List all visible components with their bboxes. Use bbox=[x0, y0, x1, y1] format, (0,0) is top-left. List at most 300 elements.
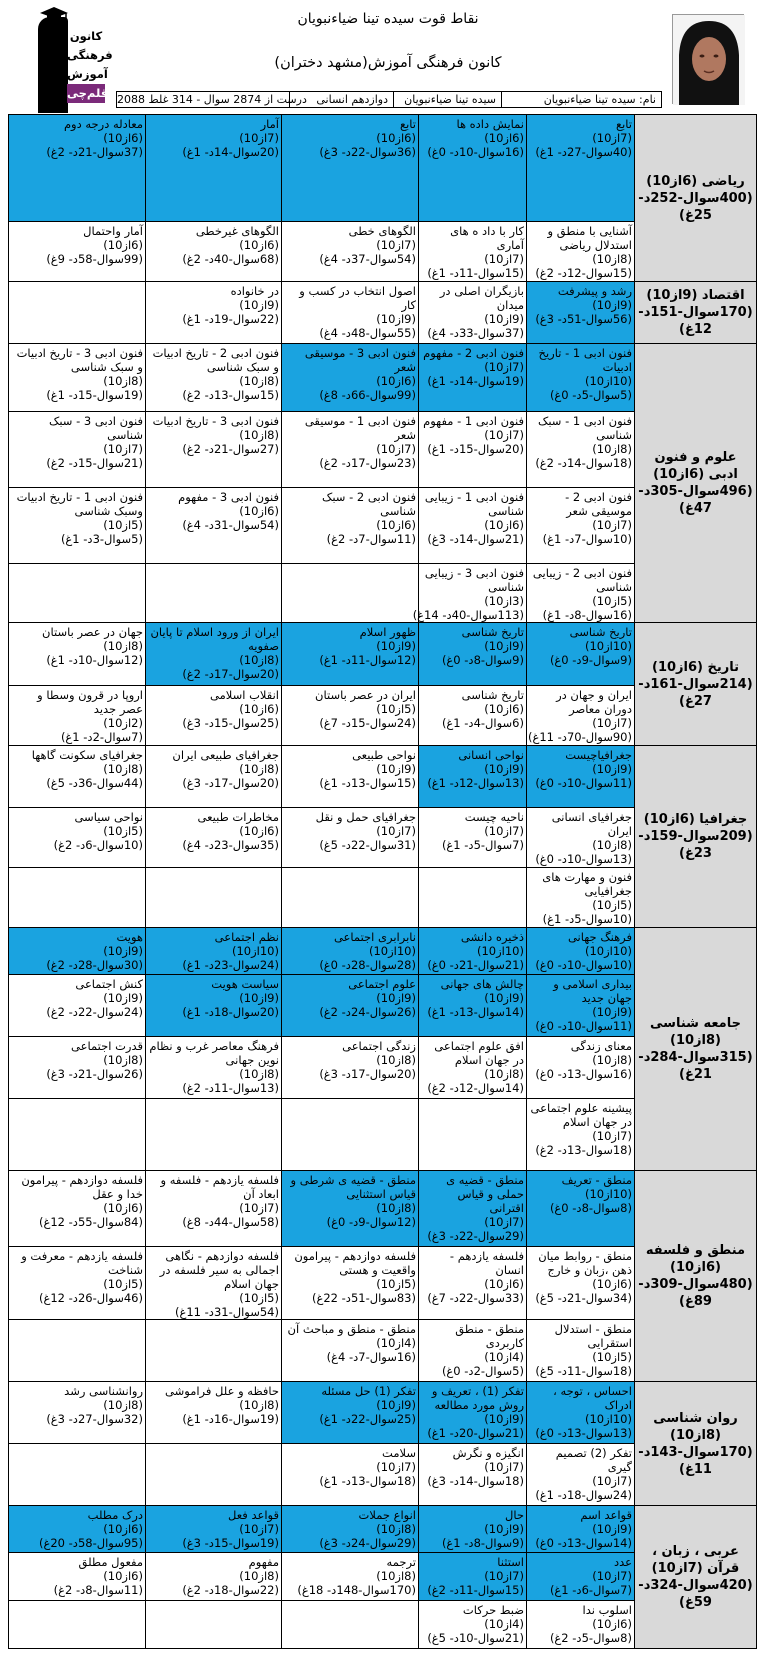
topic-name: نواحی انسانی bbox=[458, 748, 524, 762]
topic-name: هویت bbox=[116, 930, 143, 944]
topic-name: فنون ادبی 3 - مفهوم bbox=[178, 490, 279, 504]
table-row bbox=[9, 1382, 757, 1444]
topic-stats: (12سوال-11د- 1غ) bbox=[319, 653, 416, 667]
topic-stats: (15سوال-13د- 2غ) bbox=[182, 388, 279, 402]
empty-cell bbox=[9, 868, 146, 928]
grade-field: دوازدهم انسانی bbox=[289, 92, 393, 107]
topic-cell bbox=[527, 1601, 635, 1649]
topic-cell bbox=[419, 1037, 527, 1099]
student-name-short: سیده تینا ضیاءنبویان bbox=[393, 92, 501, 107]
topic-cell bbox=[9, 488, 146, 564]
topic-score: (10از10) bbox=[584, 1412, 632, 1426]
topic-cell bbox=[146, 488, 282, 564]
topic-name: منطق - قضیه ی شرطی و قیاس استثنایی bbox=[290, 1173, 416, 1201]
topic-name: منطق - منطق کاربردی bbox=[455, 1322, 524, 1350]
topic-score: (7از10) bbox=[376, 442, 416, 456]
subject-name: جغرافیا (6از10) bbox=[643, 812, 748, 827]
topic-score: (7از10) bbox=[592, 1569, 632, 1583]
topic-name: فنون ادبی 3 - تاریخ ادبیات bbox=[152, 414, 279, 428]
topic-cell bbox=[9, 746, 146, 808]
topic-score: (9از10) bbox=[484, 639, 524, 653]
topic-stats: (19سوال-15د- 3غ) bbox=[182, 1536, 279, 1550]
topic-score: (5از10) bbox=[239, 1291, 279, 1305]
topic-stats: (21سوال-20د- 1غ) bbox=[427, 1426, 524, 1440]
subject-stats: (420سوال-324د-59غ) bbox=[638, 1578, 753, 1610]
topic-stats: (18سوال-14د- 3غ) bbox=[427, 1474, 524, 1488]
topic-score: (8از10) bbox=[103, 639, 143, 653]
topic-cell bbox=[282, 115, 419, 222]
topic-stats: (32سوال-27د- 3غ) bbox=[46, 1412, 143, 1426]
subject-name: تاریخ (6از10) bbox=[651, 659, 739, 675]
topic-stats: (56سوال-51د- 3غ) bbox=[535, 312, 632, 326]
topic-score: (9از10) bbox=[376, 762, 416, 776]
topic-name: الگوهای غیرخطی bbox=[195, 224, 279, 238]
topic-name: اسلوب ندا bbox=[582, 1603, 632, 1617]
topic-cell bbox=[527, 808, 635, 868]
topic-name: فرهنگ جهانی bbox=[567, 930, 632, 944]
topic-cell bbox=[146, 975, 282, 1037]
subject-stats: (400سوال-252د-25غ) bbox=[638, 190, 753, 223]
topic-name: فرهنگ معاصر غرب و نظام نوین جهانی bbox=[149, 1039, 279, 1067]
topic-cell bbox=[527, 1320, 635, 1382]
topic-stats: (22سوال-19د- 1غ) bbox=[182, 312, 279, 326]
topic-stats: (9سوال-9د- 0غ) bbox=[549, 653, 632, 667]
topic-name: تابع bbox=[615, 117, 632, 131]
topic-name: علوم اجتماعی bbox=[348, 977, 416, 991]
topic-score: (2از10) bbox=[103, 716, 143, 730]
topic-stats: (113سوال-40د- 14غ) bbox=[412, 608, 524, 622]
topic-stats: (12سوال-9د- 0غ) bbox=[326, 1215, 416, 1229]
topic-score: (7از10) bbox=[484, 428, 524, 442]
topic-cell bbox=[9, 115, 146, 222]
topic-stats: (21سوال-10د- 5غ) bbox=[427, 1631, 524, 1645]
topic-name: ضبط حرکات bbox=[462, 1603, 524, 1617]
topic-score: (7از10) bbox=[484, 1215, 524, 1229]
topic-name: فنون ادبی 2 - مفهوم bbox=[423, 346, 524, 360]
topic-cell bbox=[9, 1037, 146, 1099]
topic-score: (9از10) bbox=[376, 1398, 416, 1412]
topic-cell bbox=[146, 282, 282, 344]
topic-cell bbox=[9, 1247, 146, 1320]
topic-score: (8از10) bbox=[239, 1398, 279, 1412]
topic-cell bbox=[527, 1171, 635, 1247]
topic-score: (9از10) bbox=[484, 312, 524, 326]
topic-score: (6از10) bbox=[484, 518, 524, 532]
topic-stats: (20سوال-17د- 2غ) bbox=[182, 667, 279, 681]
topic-name: فلسفه دوازدهم - پیرامون واقعیت و هستی bbox=[294, 1249, 416, 1277]
topic-score: (7از10) bbox=[484, 1460, 524, 1474]
topic-name: مفعول مطلق bbox=[78, 1555, 143, 1569]
topic-cell bbox=[419, 1601, 527, 1649]
topic-cell bbox=[146, 344, 282, 412]
table-row bbox=[9, 282, 757, 344]
topic-stats: (14سوال-13د- 1غ) bbox=[427, 1005, 524, 1019]
subject-name: اقتصاد (9از10) bbox=[646, 288, 745, 303]
subject-stats: (170سوال-143د-11غ) bbox=[638, 1444, 753, 1477]
topic-stats: (5سوال-3د- 1غ) bbox=[60, 532, 143, 546]
topic-stats: (25سوال-22د- 1غ) bbox=[319, 1412, 416, 1426]
topic-stats: (10سوال-7د- 1غ) bbox=[542, 532, 632, 546]
subject-stats: (480سوال-309د-89غ) bbox=[638, 1277, 753, 1309]
topic-score: (7از10) bbox=[484, 360, 524, 374]
topic-cell bbox=[282, 623, 419, 686]
topic-score: (10از10) bbox=[584, 374, 632, 388]
topic-score: (6از10) bbox=[103, 131, 143, 145]
topic-name: فنون ادبی 2 - موسیقی شعر bbox=[565, 490, 632, 518]
topic-score: (6از10) bbox=[239, 504, 279, 518]
topic-cell bbox=[282, 488, 419, 564]
topic-name: سیاست هویت bbox=[211, 977, 279, 991]
topic-score: (8از10) bbox=[592, 1053, 632, 1067]
topic-score: (7از10) bbox=[592, 1129, 632, 1143]
empty-cell bbox=[282, 1099, 419, 1171]
topic-name: ایران در عصر باستان bbox=[315, 688, 416, 702]
topic-cell bbox=[282, 282, 419, 344]
topic-name: ذخیره دانشی bbox=[460, 930, 524, 944]
topic-name: فنون ادبی 1 - تاریخ ادبیات وسبک شناسی bbox=[16, 490, 143, 518]
topic-score: (5از10) bbox=[592, 594, 632, 608]
topic-stats: (15سوال-13د- 1غ) bbox=[319, 776, 416, 790]
topic-stats: (16سوال-8د- 1غ) bbox=[542, 608, 632, 622]
topic-score: (9از10) bbox=[592, 298, 632, 312]
topic-name: فنون ادبی 2 - سبک شناسی bbox=[322, 490, 416, 518]
topic-cell bbox=[527, 1037, 635, 1099]
topic-cell bbox=[282, 344, 419, 412]
topic-cell bbox=[9, 412, 146, 488]
topic-name: تفکر (1) ، تعریف و روش مورد مطالعه bbox=[431, 1384, 524, 1412]
topic-name: بازیگران اصلی در میدان bbox=[439, 284, 524, 312]
topic-name: پیشینه علوم اجتماعی در جهان اسلام bbox=[530, 1101, 632, 1129]
topic-score: (7از10) bbox=[484, 824, 524, 838]
topic-name: منطق - منطق و مباحث آن bbox=[287, 1322, 416, 1336]
topic-cell bbox=[419, 222, 527, 282]
topic-name: استثنا bbox=[497, 1555, 524, 1569]
empty-cell bbox=[146, 868, 282, 928]
topic-score: (8از10) bbox=[239, 762, 279, 776]
logo-line: فرهنگی bbox=[67, 48, 113, 62]
topic-stats: (58سوال-44د- 8غ) bbox=[182, 1215, 279, 1229]
topic-name: ظهور اسلام bbox=[359, 625, 416, 639]
table-row bbox=[9, 115, 757, 222]
empty-cell bbox=[9, 282, 146, 344]
topic-stats: (18سوال-11د- 5غ) bbox=[535, 1364, 632, 1378]
topic-stats: (18سوال-13د- 1غ) bbox=[319, 1474, 416, 1488]
topic-stats: (29سوال-22د- 3غ) bbox=[427, 1229, 524, 1243]
topic-stats: (25سوال-15د- 3غ) bbox=[182, 716, 279, 730]
topic-cell bbox=[146, 686, 282, 746]
topic-score: (7از10) bbox=[592, 716, 632, 730]
topic-name: کنش اجتماعی bbox=[75, 977, 143, 991]
topic-cell bbox=[282, 928, 419, 975]
topic-cell bbox=[419, 928, 527, 975]
subject-cell bbox=[635, 344, 757, 623]
topic-cell bbox=[282, 1444, 419, 1506]
topic-name: درک مطلب bbox=[87, 1508, 143, 1522]
topic-name: جغرافیای انسانی ایران bbox=[551, 810, 632, 838]
topic-stats: (55سوال-48د- 4غ) bbox=[319, 326, 416, 340]
topic-score: (10از10) bbox=[584, 944, 632, 958]
topic-score: (9از10) bbox=[484, 1522, 524, 1536]
topic-score: (8از10) bbox=[376, 1522, 416, 1536]
topic-score: (8از10) bbox=[239, 428, 279, 442]
topic-cell bbox=[527, 115, 635, 222]
empty-cell bbox=[9, 1320, 146, 1382]
topic-cell bbox=[419, 623, 527, 686]
topic-cell bbox=[527, 975, 635, 1037]
topic-name: آمار واحتمال bbox=[83, 224, 143, 238]
topic-cell bbox=[527, 686, 635, 746]
topic-cell bbox=[527, 1444, 635, 1506]
logo-figure bbox=[38, 17, 68, 113]
topic-name: جغرافیاچیست bbox=[565, 748, 632, 762]
topic-score: (8از10) bbox=[103, 374, 143, 388]
topic-stats: (11سوال-10د- 0غ) bbox=[535, 776, 632, 790]
topic-name: نواحی طبیعی bbox=[352, 748, 416, 762]
topic-name: انقلاب اسلامی bbox=[210, 688, 279, 702]
topic-score: (4از10) bbox=[484, 1617, 524, 1631]
topic-stats: (170سوال-148د- 18غ) bbox=[297, 1583, 416, 1597]
topic-name: نظم اجتماعی bbox=[214, 930, 279, 944]
report-title: نقاط قوت سیده تینا ضیاءنبویان bbox=[297, 11, 479, 27]
topic-cell bbox=[419, 975, 527, 1037]
topic-score: (5از10) bbox=[592, 1350, 632, 1364]
topic-score: (5از10) bbox=[103, 1277, 143, 1291]
empty-cell bbox=[146, 1320, 282, 1382]
institution-name: کانون فرهنگی آموزش(مشهد دختران) bbox=[274, 55, 502, 71]
topic-cell bbox=[9, 222, 146, 282]
topic-name: بیداری اسلامی و جهان جدید bbox=[553, 977, 632, 1005]
topic-name: فنون ادبی 1 - سبک شناسی bbox=[538, 414, 632, 442]
topic-stats: (11سوال-10د- 0غ) bbox=[535, 1019, 632, 1033]
topic-cell bbox=[527, 222, 635, 282]
topic-score: (8از10) bbox=[376, 1569, 416, 1583]
topic-score: (7از10) bbox=[376, 238, 416, 252]
topic-cell bbox=[412, 564, 527, 623]
topic-score: (9از10) bbox=[103, 991, 143, 1005]
subject-cell bbox=[635, 623, 757, 746]
topic-name: اصول انتخاب در کسب و کار bbox=[299, 284, 416, 312]
topic-stats: (21سوال-15د- 2غ) bbox=[46, 456, 143, 470]
topic-cell bbox=[527, 564, 635, 623]
topic-stats: (37سوال-21د- 2غ) bbox=[46, 145, 143, 159]
topic-cell bbox=[419, 115, 527, 222]
topic-stats: (8سوال-8د- 0غ) bbox=[549, 1201, 632, 1215]
topic-name: فنون و مهارت های جغرافیایی bbox=[542, 870, 632, 898]
topic-stats: (19سوال-14د- 1غ) bbox=[427, 374, 524, 388]
topic-stats: (30سوال-28د- 2غ) bbox=[46, 958, 143, 972]
topic-cell bbox=[419, 1506, 527, 1553]
topic-name: عدد bbox=[613, 1555, 632, 1569]
topic-score: (9از10) bbox=[103, 944, 143, 958]
empty-cell bbox=[146, 1444, 282, 1506]
topic-cell bbox=[282, 808, 419, 868]
topic-stats: (5سوال-2د- 0غ) bbox=[441, 1364, 524, 1378]
topic-score: (5از10) bbox=[592, 898, 632, 912]
topic-name: جغرافیای سکونت گاهها bbox=[31, 748, 143, 762]
topic-stats: (46سوال-26د- 12غ) bbox=[39, 1291, 143, 1305]
topic-name: در خانواده bbox=[230, 284, 279, 298]
topic-cell bbox=[9, 344, 146, 412]
topic-name: انگیزه و نگرش bbox=[452, 1446, 524, 1460]
topic-cell bbox=[419, 282, 527, 344]
topic-cell bbox=[527, 488, 635, 564]
topic-cell bbox=[419, 1320, 527, 1382]
topic-score: (5از10) bbox=[103, 518, 143, 532]
topic-stats: (95سوال-58د- 20غ) bbox=[39, 1536, 143, 1550]
topic-name: تابع bbox=[399, 117, 416, 131]
subject-cell bbox=[635, 1382, 757, 1506]
topic-stats: (31سوال-22د- 5غ) bbox=[319, 838, 416, 852]
topic-score: (8از10) bbox=[103, 762, 143, 776]
topic-cell bbox=[282, 1506, 419, 1553]
empty-cell bbox=[9, 1444, 146, 1506]
empty-cell bbox=[282, 1601, 419, 1649]
topic-stats: (20سوال-14د- 1غ) bbox=[182, 145, 279, 159]
topic-cell bbox=[282, 412, 419, 488]
topic-score: (5از10) bbox=[376, 702, 416, 716]
topic-score: (6از10) bbox=[103, 238, 143, 252]
topic-name: جغرافیای طبیعی ایران bbox=[172, 748, 279, 762]
topic-name: قدرت اجتماعی bbox=[71, 1039, 143, 1053]
topic-score: (8از10) bbox=[239, 1067, 279, 1081]
topic-cell bbox=[527, 412, 635, 488]
topic-score: (6از10) bbox=[592, 1277, 632, 1291]
topic-cell bbox=[419, 1171, 527, 1247]
topic-stats: (26سوال-24د- 2غ) bbox=[319, 1005, 416, 1019]
topic-stats: (16سوال-7د- 4غ) bbox=[326, 1350, 416, 1364]
table-row bbox=[9, 746, 757, 808]
summary-field: 2088 درست از 2874 سوال - 314 غلط bbox=[117, 93, 307, 106]
topic-cell bbox=[527, 344, 635, 412]
topic-cell bbox=[527, 1506, 635, 1553]
topic-cell bbox=[419, 1553, 527, 1601]
topic-score: (6از10) bbox=[239, 702, 279, 716]
topic-score: (6از10) bbox=[376, 518, 416, 532]
topic-stats: (15سوال-11د- 1غ) bbox=[427, 266, 524, 280]
topic-stats: (21سوال-14د- 3غ) bbox=[427, 532, 524, 546]
topic-stats: (90سوال-70د- 11غ) bbox=[528, 730, 632, 744]
topic-stats: (13سوال-13د- 0غ) bbox=[535, 1426, 632, 1440]
topic-name: نواحی سیاسی bbox=[74, 810, 143, 824]
topic-score: (9از10) bbox=[239, 298, 279, 312]
topic-name: تفکر (1) حل مسئله bbox=[321, 1384, 416, 1398]
topic-cell bbox=[282, 222, 419, 282]
topic-stats: (12سوال-10د- 1غ) bbox=[46, 653, 143, 667]
topic-name: جغرافیای حمل و نقل bbox=[315, 810, 416, 824]
empty-cell bbox=[419, 868, 527, 928]
topic-score: (8از10) bbox=[239, 653, 279, 667]
topic-cell bbox=[419, 1247, 527, 1320]
subject-cell bbox=[635, 115, 757, 282]
topic-name: فلسفه دوازدهم - نگاهی اجمالی به سیر فلسفه در جهان اسلام bbox=[159, 1249, 279, 1291]
topic-name: نمایش داده ها bbox=[456, 117, 524, 131]
topic-stats: (21سوال-21د- 0غ) bbox=[427, 958, 524, 972]
topic-score: (8از10) bbox=[239, 1569, 279, 1583]
topic-stats: (15سوال-12د- 2غ) bbox=[535, 266, 632, 280]
topic-name: تاریخ شناسی bbox=[569, 625, 632, 639]
topic-score: (9از10) bbox=[592, 762, 632, 776]
topic-score: (9از10) bbox=[484, 1412, 524, 1426]
subject-name: روان شناسی (8از10) bbox=[653, 1410, 738, 1443]
topic-stats: (22سوال-18د- 2غ) bbox=[182, 1583, 279, 1597]
topic-score: (6از10) bbox=[592, 1617, 632, 1631]
student-name: نام: سیده تینا ضیاءنبویان bbox=[501, 92, 661, 107]
topic-stats: (99سوال-58د- 9غ) bbox=[46, 252, 143, 266]
logo-text bbox=[67, 27, 113, 103]
topic-stats: (11سوال-8د- 2غ) bbox=[53, 1583, 143, 1597]
empty-cell bbox=[9, 1601, 146, 1649]
topic-score: (7از10) bbox=[239, 131, 279, 145]
topic-cell bbox=[282, 1382, 419, 1444]
topic-cell bbox=[282, 1320, 419, 1382]
topic-score: (9از10) bbox=[376, 639, 416, 653]
topic-cell bbox=[419, 344, 527, 412]
topic-name: فلسفه یازدهم - انسان bbox=[449, 1249, 524, 1277]
topic-cell bbox=[419, 412, 527, 488]
topic-score: (6از10) bbox=[103, 1569, 143, 1583]
topic-stats: (24سوال-15د- 7غ) bbox=[319, 716, 416, 730]
topic-cell bbox=[9, 975, 146, 1037]
topic-score: (9از10) bbox=[592, 1522, 632, 1536]
topic-stats: (10سوال-6د- 2غ) bbox=[53, 838, 143, 852]
topic-name: قواعد فعل bbox=[228, 1508, 279, 1522]
empty-cell bbox=[146, 1601, 282, 1649]
topic-stats: (24سوال-22د- 2غ) bbox=[46, 1005, 143, 1019]
subject-cell bbox=[635, 1506, 757, 1649]
subject-name: ریاضی (6از10) bbox=[646, 173, 745, 189]
student-info-bar bbox=[116, 91, 662, 108]
topic-cell bbox=[282, 975, 419, 1037]
topic-score: (9از10) bbox=[484, 991, 524, 1005]
topic-score: (8از10) bbox=[376, 1053, 416, 1067]
topic-stats: (54سوال-37د- 4غ) bbox=[319, 252, 416, 266]
topic-cell bbox=[282, 1037, 419, 1099]
topic-name: حال bbox=[505, 1508, 524, 1522]
topic-cell bbox=[419, 686, 527, 746]
topic-stats: (35سوال-23د- 4غ) bbox=[182, 838, 279, 852]
table-row bbox=[9, 344, 757, 412]
subject-stats: (496سوال-305د-47غ) bbox=[638, 484, 753, 516]
topic-stats: (44سوال-36د- 5غ) bbox=[46, 776, 143, 790]
topic-score: (7از10) bbox=[592, 518, 632, 532]
topic-cell bbox=[419, 808, 527, 868]
empty-cell bbox=[282, 868, 419, 928]
topic-stats: (84سوال-55د- 12غ) bbox=[39, 1215, 143, 1229]
topic-cell bbox=[146, 115, 282, 222]
topic-cell bbox=[282, 1171, 419, 1247]
topic-name: مفهوم bbox=[248, 1555, 279, 1569]
topic-name: رشد و پیشرفت bbox=[557, 284, 632, 298]
topic-name: روانشناسی رشد bbox=[64, 1384, 143, 1398]
topic-name: ایران و جهان در دوران معاصر bbox=[556, 688, 632, 716]
topic-name: مخاطرات طبیعی bbox=[197, 810, 279, 824]
table-row bbox=[9, 1506, 757, 1553]
topic-stats: (27سوال-21د- 2غ) bbox=[182, 442, 279, 456]
topic-name: افق علوم اجتماعی در جهان اسلام bbox=[434, 1039, 524, 1067]
topic-cell bbox=[9, 1382, 146, 1444]
topic-cell bbox=[9, 686, 146, 746]
topic-stats: (28سوال-28د- 0غ) bbox=[319, 958, 416, 972]
topic-cell bbox=[146, 412, 282, 488]
topic-name: تاریخ شناسی bbox=[461, 625, 524, 639]
logo-line: کانون bbox=[69, 29, 103, 43]
empty-cell bbox=[419, 1099, 527, 1171]
topic-cell bbox=[9, 808, 146, 868]
topic-score: (7از10) bbox=[484, 1569, 524, 1583]
topic-cell bbox=[527, 1099, 635, 1171]
topic-name: فنون ادبی 3 - زیبایی شناسی bbox=[424, 566, 524, 594]
topic-cell bbox=[419, 488, 527, 564]
